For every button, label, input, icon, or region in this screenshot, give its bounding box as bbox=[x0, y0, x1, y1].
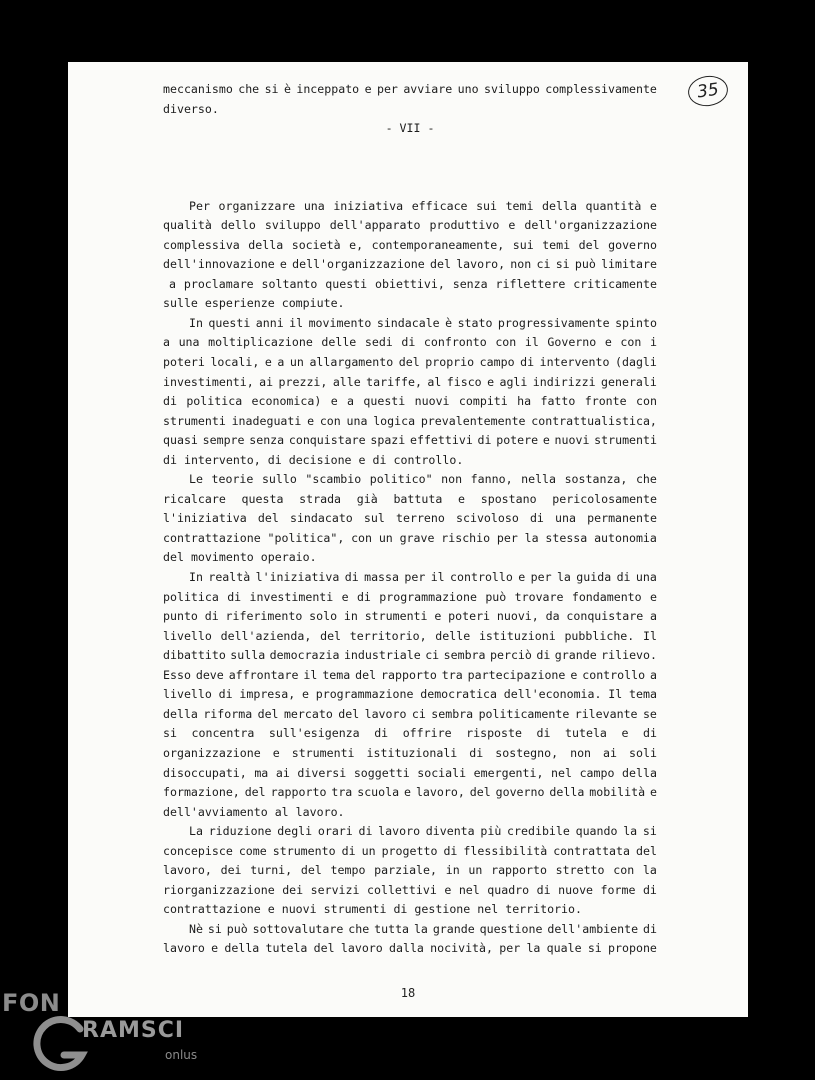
text-line: contrattazione e nuovi strumenti di gestione nel territorio. bbox=[163, 902, 582, 917]
text-line: a una moltiplicazione delle sedi di confronto con il Governo e con i bbox=[163, 335, 657, 350]
text-line: riorganizzazione dei servizi collettivi e nel quadro di nuove forme di bbox=[163, 882, 657, 897]
text-line: si concentra sull'esigenza di offrire risposte di tutela e di bbox=[163, 726, 657, 741]
text-line: di politica economica) e a questi nuovi compiti ha fatto fronte con bbox=[163, 394, 657, 409]
text-line: lavoro e della tutela del lavoro dalla nocività, per la quale si propone bbox=[163, 941, 657, 956]
text-line: dell'avviamento al lavoro. bbox=[163, 804, 345, 819]
text-line: La riduzione degli orari di lavoro diventa più credibile quando la si bbox=[189, 824, 657, 839]
text-line: livello di impresa, e programmazione democratica dell'economia. Il tema bbox=[163, 687, 657, 702]
text-line: quasi sempre senza conquistare spazi effettivi di potere e nuovi strumenti bbox=[163, 433, 657, 448]
text-line: del movimento operaio. bbox=[163, 550, 317, 565]
text-line: investimenti, ai prezzi, alle tariffe, al fisco e agli indirizzi generali bbox=[163, 374, 657, 389]
text-line: l'iniziativa del sindacato sul terreno scivoloso di una permanente bbox=[163, 511, 657, 526]
text-line: Le teorie sullo "scambio politico" non fanno, nella sostanza, che bbox=[189, 472, 657, 487]
text-line: ricalcare questa strada già battuta e spostano pericolosamente bbox=[163, 491, 657, 506]
document-page bbox=[68, 62, 748, 1017]
text-line: lavoro, dei turni, del tempo parziale, in un rapporto stretto con la bbox=[163, 863, 657, 878]
fondazione-gramsci-logo bbox=[0, 985, 230, 1080]
text-line: strumenti inadeguati e con una logica prevalentemente contrattualistica, bbox=[163, 413, 657, 428]
text-line: politica di investimenti e di programmazione può trovare fondamento e bbox=[163, 589, 657, 604]
text-line: punto di riferimento solo in strumenti e poteri nuovi, da conquistare a bbox=[163, 609, 657, 624]
text-line: di intervento, di decisione e di controllo. bbox=[163, 452, 464, 467]
circled-page-number: 35 bbox=[686, 73, 730, 108]
text-line: poteri locali, e a un allargamento del proprio campo di intervento (dagli bbox=[163, 355, 657, 370]
logo-text-onlus: onlus bbox=[165, 1048, 198, 1062]
page-number: 18 bbox=[400, 986, 416, 1000]
text-line: dell'innovazione e dell'organizzazione del lavoro, non ci si può limitare bbox=[163, 257, 657, 272]
text-line: formazione, del rapporto tra scuola e lavoro, del governo della mobilità e bbox=[163, 785, 657, 800]
logo-text-fon: FON bbox=[2, 989, 61, 1017]
logo-g-icon bbox=[30, 1015, 90, 1075]
text-line: diverso. bbox=[163, 101, 219, 116]
text-line: qualità dello sviluppo dell'apparato produttivo e dell'organizzazione bbox=[163, 218, 657, 233]
text-line: concepisce come strumento di un progetto di flessibilità contrattata del bbox=[163, 843, 657, 858]
logo-text-gramsci: RAMSCI bbox=[82, 1018, 185, 1043]
text-line: In realtà l'iniziativa di massa per il controllo e per la guida di una bbox=[189, 570, 657, 585]
text-line: organizzazione e strumenti istituzionali di sostegno, non ai soli bbox=[163, 745, 657, 760]
text-line: In questi anni il movimento sindacale è stato progressivamente spinto bbox=[189, 315, 657, 330]
text-line: meccanismo che si è inceppato e per avviare uno sviluppo complessivamente bbox=[163, 82, 657, 96]
text-line: della riforma del mercato del lavoro ci sembra politicamente rilevante se bbox=[163, 706, 657, 721]
text-line: Nè si può sottovalutare che tutta la grande questione dell'ambiente di bbox=[189, 921, 657, 936]
text-line: disoccupati, ma ai diversi soggetti sociali emergenti, nel campo della bbox=[163, 765, 657, 780]
text-line: dibattito sulla democrazia industriale ci sembra perciò di grande rilievo. bbox=[163, 648, 657, 663]
text-line: a proclamare soltanto questi obiettivi, senza riflettere criticamente bbox=[169, 276, 657, 291]
text-line: Esso deve affrontare il tema del rapporto tra partecipazione e controllo a bbox=[163, 667, 657, 682]
text-line: Per organizzare una iniziativa efficace sui temi della quantità e bbox=[189, 198, 657, 213]
body-text bbox=[163, 80, 657, 959]
text-line: contrattazione "politica", con un grave rischio per la stessa autonomia bbox=[163, 530, 657, 545]
text-line: livello dell'azienda, del territorio, delle istituzioni pubbliche. Il bbox=[163, 628, 657, 643]
text-line: complessiva della società e, contemporaneamente, sui temi del governo bbox=[163, 237, 657, 252]
section-heading: - VII - bbox=[385, 121, 435, 136]
text-line: sulle esperienze compiute. bbox=[163, 296, 345, 311]
